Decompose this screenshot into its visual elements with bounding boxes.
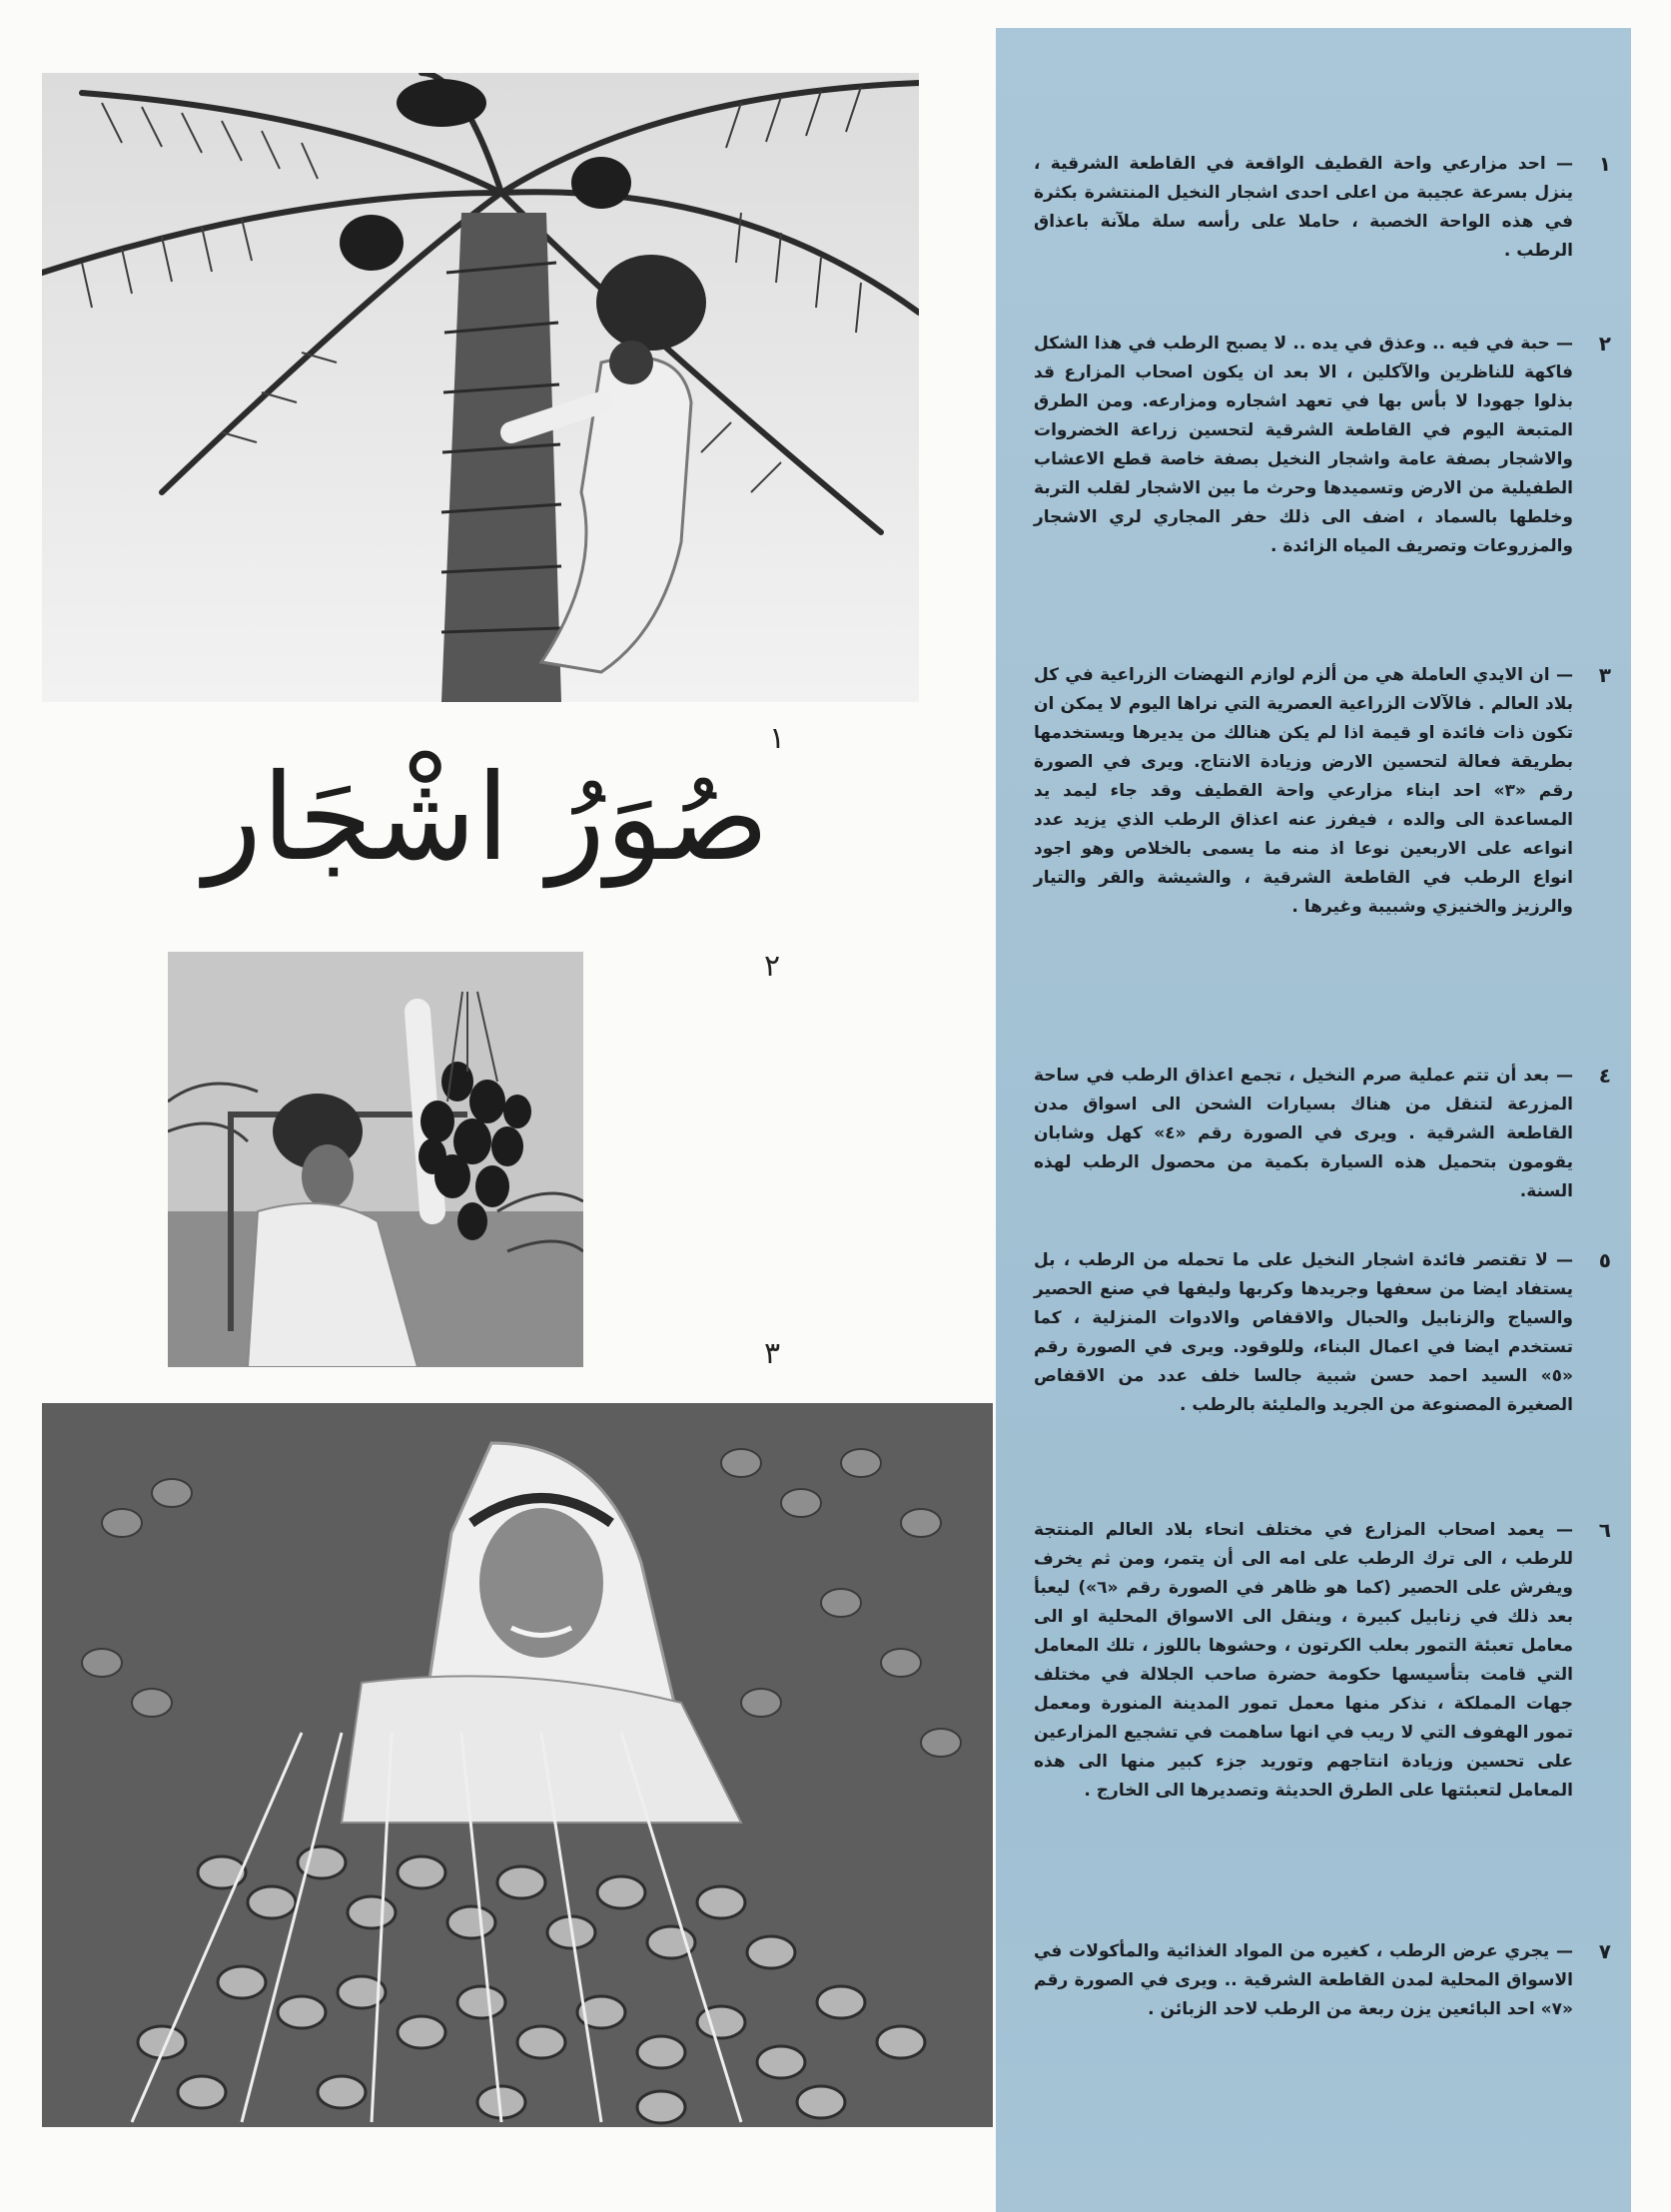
caption-number: ٦ <box>1598 1518 1611 1542</box>
caption-text: — لا تقتصر فائدة اشجار النخيل على ما تحمله من الرطب ، بل يستفاد ايضا من سعفها وجريدها وكربها وليفها في صنع الحصير والسياج والزنابيل والحبال والاقفاص والادوات المنزلية ، كما تستخدم ايضا في اعمال البناء، وللوقود. ويرى في الصورة رقم «٥» السيد احمد حسن شبية جالسا خلف عدد من الاقفاص الصغيرة المصنوعة من الجريد والمليئة بالرطب . <box>1034 1250 1573 1415</box>
caption-number: ٢ <box>1598 332 1611 356</box>
caption-number: ٤ <box>1598 1064 1611 1088</box>
caption-text: — ان الايدي العاملة هي من ألزم لوازم النهضات الزراعية في كل بلاد العالم . فالآلات الزراعية العصرية التي نراها اليوم لا يمكن ان تكون ذات فائدة او قيمة اذا لم يكن هنالك من يديرها ويستخدمها بطريقة فعالة لتحسين الارض وزيادة الانتاج. ويرى في الصورة رقم «٣» احد ابناء مزارعي واحة القطيف وقد جاء ليمد يد المساعدة الى والده ، فيفرز عنه اعذاق الرطب الذي يزيد عدد انواعه على الاربعين نوعا اذ منه ما يسمى بالخلاص وهو اجود انواع الرطب في القاطعة الشرقية ، والشيشة والقر والتيار والرزيز والخنيزي وشبيبة وغيرها . <box>1034 665 1573 917</box>
caption-3 <box>1034 661 1611 922</box>
caption-2 <box>1034 330 1611 561</box>
photo-palm-climber <box>42 73 919 702</box>
captions-panel <box>996 28 1631 2212</box>
photo-dates-cluster <box>168 952 583 1367</box>
caption-5 <box>1034 1246 1611 1420</box>
caption-6 <box>1034 1516 1611 1806</box>
caption-text: — يعمد اصحاب المزارع في مختلف انحاء بلاد العالم المنتجة للرطب ، الى ترك الرطب على امه الى أن يتمر، ومن ثم يخرف ويفرش على الحصير (كما هو ظاهر في الصورة رقم «٦») ليعبأ بعد ذلك في زنابيل كبيرة ، وينقل الى الاسواق المحلية او الى معامل تعبئة التمور بعلب الكرتون ، وحشوها باللوز ، تلك المعامل التي قامت بتأسيسها حكومة حضرة صاحب الجلالة في مختلف جهات المملكة ، نذكر منها معمل تمور المدينة المنورة ومعمل تمور الهفوف التي لا ريب في انها ساهمت في تشجيع المزارعين على تحسين وزيادة انتاجهم وتوريد جزء كبير منها الى هذه المعامل لتعبئتها على الطرق الحديثة وتصديرها الى الخارج . <box>1034 1520 1573 1801</box>
caption-text: — حبة في فيه .. وعذق في يده .. لا يصبح الرطب في هذا الشكل فاكهة للناظرين والآكلين ، الا بعد ان يكون اصحاب المزارع قد بذلوا جهودا لا بأس بها في تعهد اشجاره ومزارعه. ومن الطرق المتبعة اليوم في القاطعة الشرقية لتحسين زراعة الخضروات والاشجار بصفة عامة واشجار النخيل بصفة خاصة قطع الاعشاب الطفيلية من الارض وتسميدها وحرث ما بين الاشجار لقلب التربة وخلطها بالسماد ، اضف الى ذلك حفر المجاري لري الاشجار والمزروعات وتصريف المياه الزائدة . <box>1034 334 1573 556</box>
photo-number-3: ٣ <box>764 1336 781 1371</box>
caption-text: — بعد أن تتم عملية صرم النخيل ، تجمع اعذاق الرطب في ساحة المزرعة لتنقل من هناك بسيارات الشحن الى اسواق مدن القاطعة الشرقية . ويرى في الصورة رقم «٤» كهل وشابان يقومون بتحميل هذه السيارة بكمية من محصول الرطب لهذه السنة. <box>1034 1066 1573 1201</box>
caption-7 <box>1034 1937 1611 2024</box>
caption-text: — يجري عرض الرطب ، كغيره من المواد الغذائية والمأكولات في الاسواق المحلية لمدن القاطعة الشرقية .. ويرى في الصورة رقم «٧» احد البائعين يزن ربعة من الرطب لاحد الزبائن . <box>1034 1941 1573 2019</box>
caption-number: ٥ <box>1598 1248 1611 1272</box>
caption-number: ٣ <box>1598 663 1611 687</box>
caption-1 <box>1034 150 1611 266</box>
photo-boy-with-dates <box>42 1403 993 2127</box>
page-title: صُوَرُ اشْجَار <box>204 749 769 888</box>
photo-number-2: ٢ <box>764 949 781 984</box>
caption-4 <box>1034 1062 1611 1206</box>
caption-number: ٧ <box>1598 1939 1611 1963</box>
photo-number-1: ١ <box>769 721 786 756</box>
caption-number: ١ <box>1598 152 1611 176</box>
caption-text: — احد مزارعي واحة القطيف الواقعة في القاطعة الشرقية ، ينزل بسرعة عجيبة من اعلى احدى اشجار النخيل المنتشرة بكثرة في هذه الواحة الخصبة ، حاملا على رأسه سلة ملآنة باعذاق الرطب . <box>1034 154 1573 261</box>
